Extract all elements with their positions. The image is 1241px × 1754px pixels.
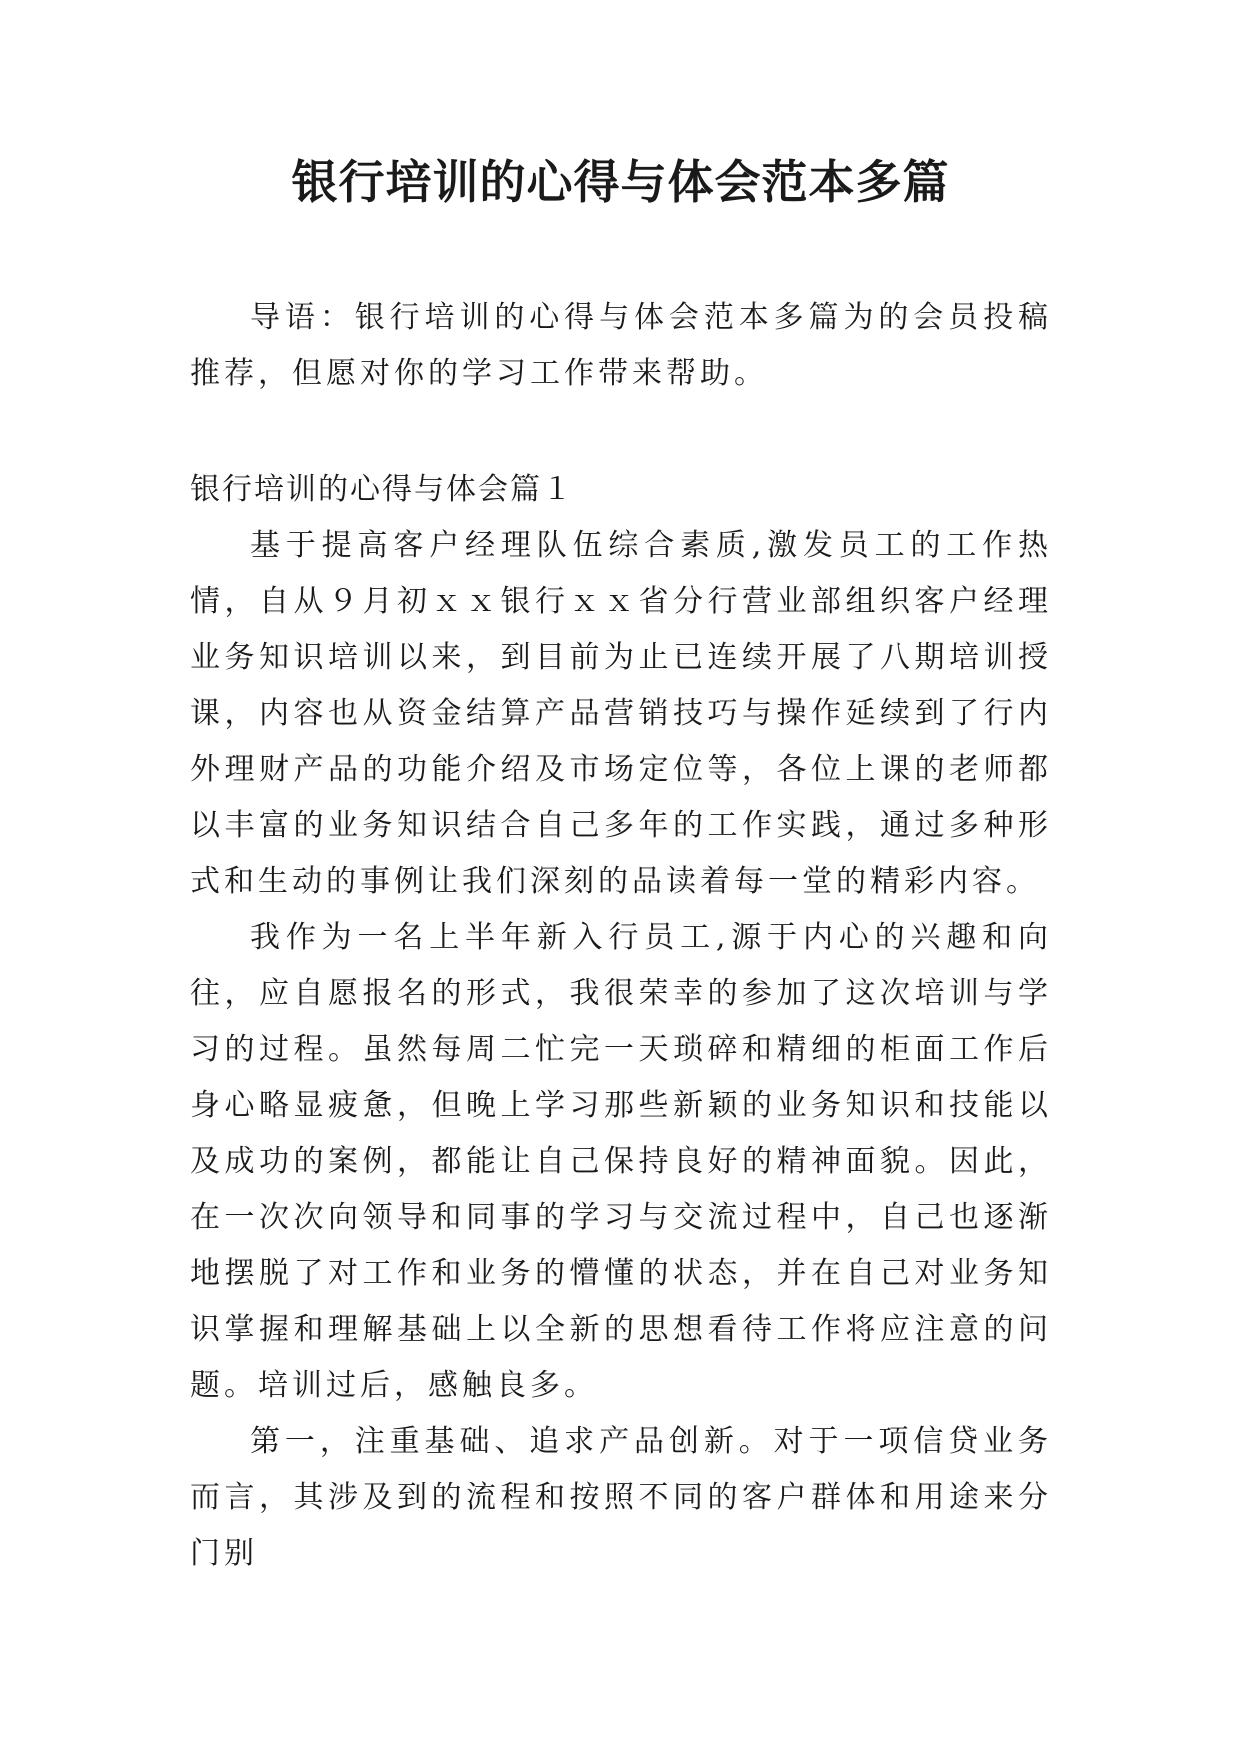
body-paragraph: 基于提高客户经理队伍综合素质,激发员工的工作热情，自从９月初ｘｘ银行ｘｘ省分行营业部组织客户经理业务知识培训以来，到目前为止已连续开展了八期培训授课，内容也从资金结算产品营销技巧与操作延续到了行内外理财产品的功能介绍及市场定位等，各位上课的老师都以丰富的业务知识结合自己多年的工作实践，通过多种形式和生动的事例让我们深刻的品读着每一堂的精彩内容。 bbox=[190, 528, 1052, 899]
document-title: 银行培训的心得与体会范本多篇 bbox=[291, 155, 950, 209]
intro-paragraph: 导语：银行培训的心得与体会范本多篇为的会员投稿推荐，但愿对你的学习工作带来帮助。 bbox=[190, 300, 1052, 391]
document-body bbox=[190, 290, 1052, 1582]
section-heading: 银行培训的心得与体会篇１ bbox=[190, 472, 574, 507]
body-paragraph: 第一，注重基础、追求产品创新。对于一项信贷业务而言，其涉及到的流程和按照不同的客户群体和用途来分门别 bbox=[190, 1424, 1052, 1571]
body-paragraph: 我作为一名上半年新入行员工,源于内心的兴趣和向往，应自愿报名的形式，我很荣幸的参加了这次培训与学习的过程。虽然每周二忙完一天琐碎和精细的柜面工作后身心略显疲惫，但晚上学习那些新颖的业务知识和技能以及成功的案例，都能让自己保持良好的精神面貌。因此，在一次次向领导和同事的学习与交流过程中，自己也逐渐地摆脱了对工作和业务的懵懂的状态，并在自己对业务知识掌握和理解基础上以全新的思想看待工作将应注意的问题。培训过后，感触良多。 bbox=[190, 920, 1052, 1403]
